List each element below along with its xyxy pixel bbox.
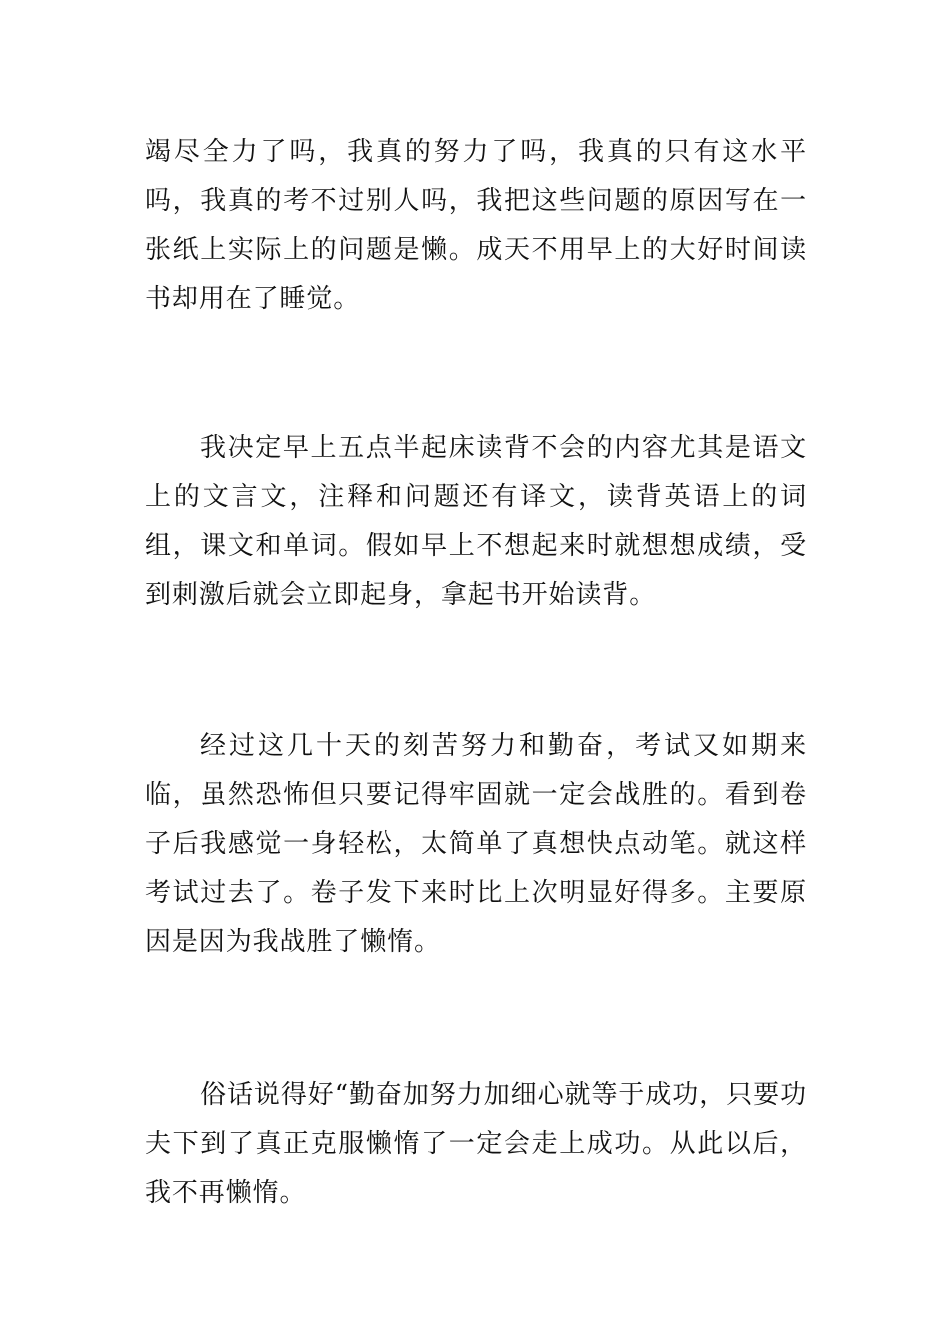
paragraph-2: 我决定早上五点半起床读背不会的内容尤其是语文上的文言文，注释和问题还有译文，读背英语上的词组，课文和单词。假如早上不想起来时就想想成绩，受到刺激后就会立即起身，拿起书开始读背。 [145,433,807,610]
paragraph-1: 竭尽全力了吗，我真的努力了吗，我真的只有这水平吗，我真的考不过别人吗，我把这些问题的原因写在一张纸上实际上的问题是懒。成天不用早上的大好时间读书却用在了睡觉。 [145,137,807,314]
paragraph-4: 俗话说得好“勤奋加努力加细心就等于成功，只要功夫下到了真正克服懒惰了一定会走上成功。从此以后，我不再懒惰。 [145,1080,807,1208]
paragraph-3: 经过这几十天的刻苦努力和勤奋，考试又如期来临，虽然恐怖但只要记得牢固就一定会战胜的。看到卷子后我感觉一身轻松，太简单了真想快点动笔。就这样考试过去了。卷子发下来时比上次明显好得多。主要原因是因为我战胜了懒惰。 [145,731,807,957]
